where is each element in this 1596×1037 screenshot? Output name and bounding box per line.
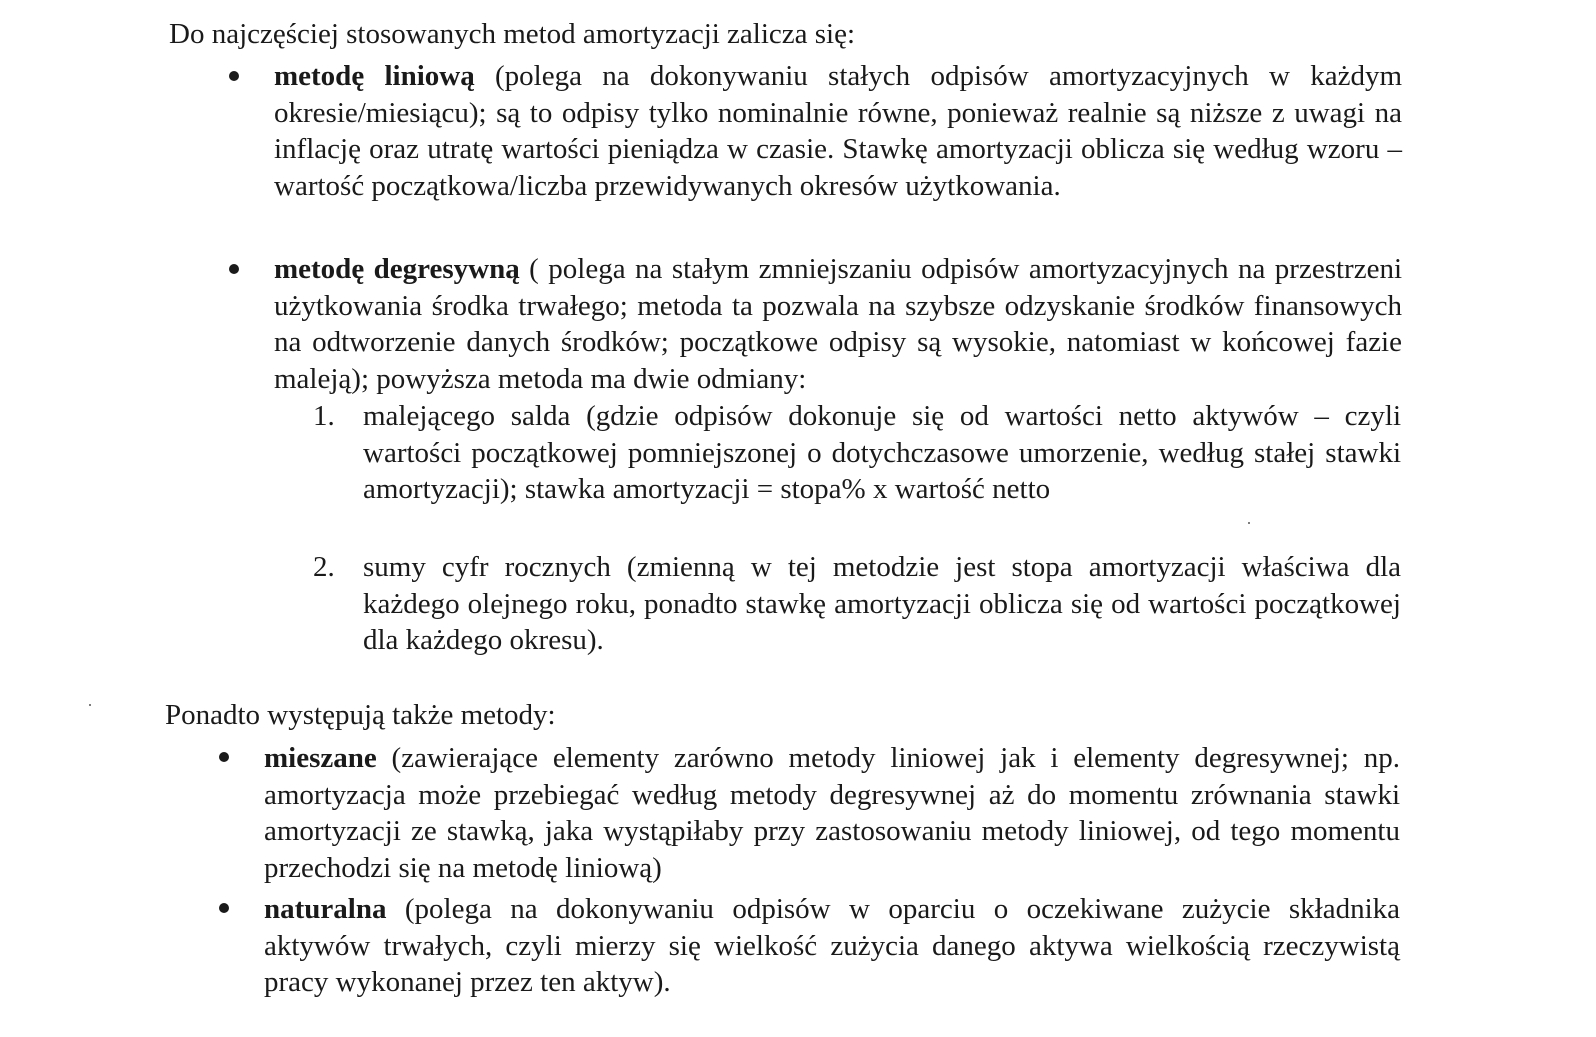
scan-speck [1248, 522, 1250, 524]
list-item-text [264, 740, 1400, 886]
list-item-text [274, 58, 1402, 204]
numbered-item-text: malejącego salda (gdzie odpisów dokonuje się od wartości netto aktywów – czyli wartości początkowej pomniejszonej o dotychczasowe umorzenie, według stałej stawki amortyzacji); stawka amortyzacji = stopa% x wartość netto [363, 400, 1401, 505]
numbered-item-declining-balance [313, 398, 1401, 508]
scan-speck [89, 704, 91, 706]
list-item-natural-method [264, 891, 1400, 1001]
list-item-linear-method [274, 58, 1402, 204]
list-item-mixed-method [264, 740, 1400, 886]
numbered-item-text: sumy cyfr rocznych (zmienną w tej metodzie jest stopa amortyzacji właściwa dla każdego olejnego roku, ponadto stawkę amortyzacji oblicza się od wartości początkowej dla każdego okresu). [363, 551, 1401, 656]
intro-main-methods: Do najczęściej stosowanych metod amortyzacji zalicza się: [169, 18, 856, 50]
list-number: 2. [313, 551, 335, 583]
bullet-icon [219, 752, 229, 762]
list-number: 1. [313, 400, 335, 432]
bullet-icon [229, 71, 239, 81]
method-term: metodę liniową [274, 60, 475, 92]
list-item-text [274, 251, 1402, 397]
method-term: naturalna [264, 893, 387, 925]
method-description: (zawierające elementy zarówno metody liniowej jak i elementy degresywnej; np. amortyzacja może przebiegać według metody degresywnej aż do momentu zrównania stawki amortyzacji ze stawką, jaka wystąpiłaby przy zastosowaniu metody liniowej, od tego momentu przechodzi się na metodę liniową) [264, 742, 1400, 884]
method-term: mieszane [264, 742, 377, 774]
method-description: (polega na dokonywaniu stałych odpisów amortyzacyjnych w każdym okresie/miesiącu); są to odpisy tylko nominalnie równe, ponieważ realnie są niższe z uwagi na inflację oraz utratę wartości pieniądza w czasie. Stawkę amortyzacji oblicza się według wzoru – wartość początkowa/liczba przewidywanych okresów użytkowania. [274, 60, 1403, 202]
list-item-degressive-method [274, 251, 1402, 397]
bullet-icon [229, 264, 239, 274]
bullet-icon [219, 903, 229, 913]
intro-other-methods: Ponadto występują także metody: [165, 699, 556, 731]
numbered-item-sum-of-years-digits [313, 549, 1401, 659]
method-description: (polega na dokonywaniu odpisów w oparciu o oczekiwane zużycie składnika aktywów trwałych, czyli mierzy się wielkość zużycia danego aktywa wielkością rzeczywistą pracy wykonanej przez ten aktyw). [264, 893, 1400, 998]
method-term: metodę degresywną [274, 253, 520, 285]
list-item-text [264, 891, 1400, 1001]
method-description: ( polega na stałym zmniejszaniu odpisów amortyzacyjnych na przestrzeni użytkowania środka trwałego; metoda ta pozwala na szybsze odzyskanie środków finansowych na odtworzenie danych środków; początkowe odpisy są wysokie, natomiast w końcowej fazie maleją); powyższa metoda ma dwie odmiany: [274, 253, 1402, 395]
